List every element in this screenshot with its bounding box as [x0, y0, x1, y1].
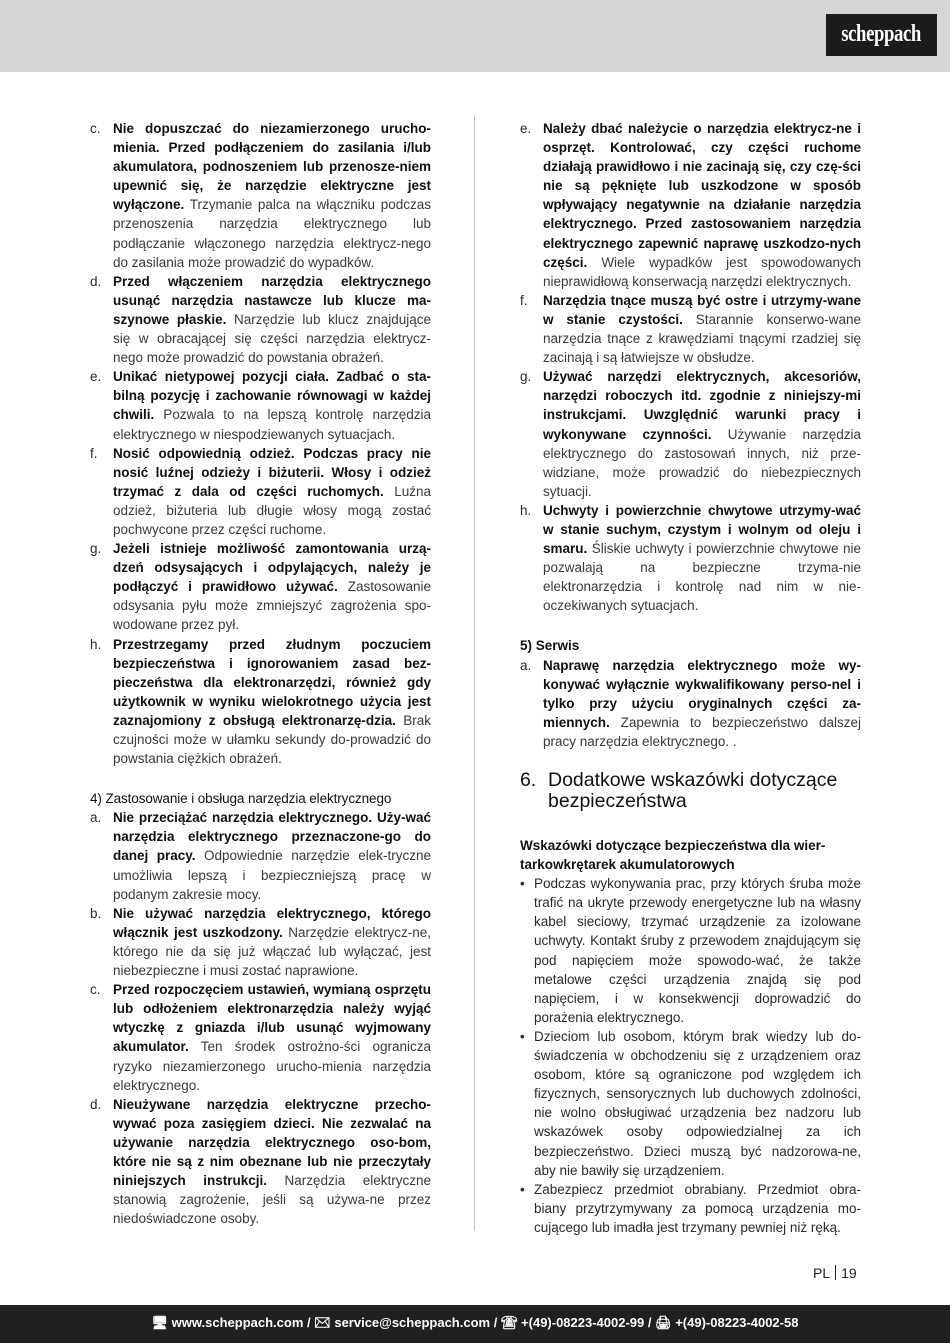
item-bold-text: Uchwyty i powierzchnie chwytowe utrzymy-wać w stanie suchym, czystym i wolnym od oleju i smaru.	[543, 502, 861, 557]
list-item	[90, 539, 431, 634]
list-item	[520, 291, 861, 367]
bullet-text: Dzieciom lub osobom, którym brak wiedzy lub do-świadczenia w obchodzeniu się z urządzeniem oraz osobom, które są ograniczone pod względem ich fizycznych, sensorycznych lub duchowych zdolności, nie wolno obsługiwać urządzenia bez nadzoru lub wskazówek osoby odpowiedzialnej za ich bezpieczeństwo. Dzieci muszą być nadzorowa-ne, aby nie bawiły się urządzeniem.	[534, 1028, 861, 1178]
bullet-text: Podczas wykonywania prac, przy których śruba może trafić na ukryte przewody energetyczne lub na własny kabel sieciowy, trzymać urządzenie za izolowane uchwyty. Kontakt śruby z przewodem znajdującym się pod napięciem może spowodo-wać, że także metalowe części urządzenia znajdą się pod napięciem, i w konsekwencji doprowadzić do porażenia elektrycznego.	[534, 876, 861, 1025]
item-bold-text: Naprawę narzędzia elektrycznego może wy-konywać wyłącznie wykwalifikowany perso-nel i tylko przy użyciu oryginalnych części za-miennych.	[543, 657, 861, 730]
section-4-title: 4) Zastosowanie i obsługa narzędzia elektrycznego	[90, 791, 392, 807]
item-text: Luźna odzież, biżuteria lub długie włosy mogą zostać pochwycone przez części ruchome.	[113, 483, 431, 537]
item-text: Wiele wypadków jest spowodowanych nieprawidłową konserwacją narzędzi elektrycznych.	[543, 254, 861, 289]
item-bold-text: Przed włączeniem narzędzia elektrycznego usunąć narzędzia nastawcze lub klucze ma-szynowe płaskie.	[113, 273, 431, 327]
item-text: Starannie konserwo-wane narzędzia tnące z krawędziami tnącymi rzadziej się zacinają i są łatwiejsze w obsłudze.	[543, 311, 861, 366]
item-letter: h.	[520, 502, 532, 518]
page-number-divider	[835, 1265, 836, 1280]
item-text: Odpowiednie narzędzie elek-tryczne umożliwia lepszą i bezpieczniejszą pracę w podanym zakresie mocy.	[113, 848, 431, 902]
header-bar	[0, 0, 950, 72]
list-item	[90, 444, 431, 539]
list-item	[90, 980, 431, 1095]
item-text: Narzędzie elektrycz-ne, którego nie da się już włączać lub wyłączać, jest niebezpieczne i musi zostać naprawione.	[113, 924, 431, 979]
section-6-heading	[520, 770, 861, 812]
item-letter: b.	[90, 905, 102, 921]
item-bold-text: Przestrzegamy przed złudnym poczuciem bezpieczeństwa i ignorowaniem zasad bez-pieczeństwa dla elektronarzędzi, również gdy użytkownik w wyniku wielokrotnego użycia jest zaznajomiony z obsługą elektronarzę-dzia.	[113, 636, 431, 728]
item-bold-text: Jeżeli istnieje możliwość zamontowania urzą-dzeń odsysających i odpylających, należy je podłączyć i prawidłowo używać.	[113, 541, 431, 595]
item-letter: e.	[90, 369, 102, 385]
item-text: Śliskie uchwyty i powierzchnie chwytowe nie pozwalają na bezpieczne trzyma-nie elektronarzędzia i kontrolę nad nim w nie-oczekiwanych sytuacjach.	[543, 541, 861, 614]
page-number	[813, 1265, 857, 1281]
item-bold-text: Nie przeciążać narzędzia elektrycznego. Uży-wać narzędzia elektrycznego przeznaczone-go do danej pracy.	[113, 810, 431, 864]
bullet-dot: •	[520, 876, 525, 892]
bullet-text: Zabezpiecz przedmiot obrabiany. Przedmiot obra-biany przytrzymywany za pomocą urządzenia mo-cującego lub imadła jest trzymany pewniej niż ręką.	[534, 1181, 861, 1235]
item-text: Zastosowanie odsysania pyłu może zmniejszyć zagrożenia spo-wodowane przez pył.	[113, 579, 432, 633]
item-bold-text: Przed rozpoczęciem ustawień, wymianą osprzętu lub odłożeniem elektronarzędzia należy wyjąć wtyczkę z gniazda i/lub usunąć wyjmowany akumulator.	[113, 982, 431, 1055]
bullet-item	[520, 1027, 861, 1180]
item-letter: c.	[90, 121, 101, 136]
item-letter: g.	[520, 369, 532, 385]
list-item	[90, 1095, 431, 1229]
item-letter: c.	[90, 982, 101, 998]
list-item	[520, 367, 861, 501]
item-letter: a.	[90, 810, 102, 826]
page-number-value: 19	[841, 1265, 857, 1281]
item-text: Narzędzie lub klucz znajdujące się w obracającej się części narzędzia elektrycz-nego może prowadzić do powstania obrażeń.	[113, 311, 431, 366]
section-6-number: 6.	[520, 769, 537, 791]
subheading: Wskazówki dotyczące bezpieczeństwa dla wier-tarkowkrętarek akumulatorowych	[520, 838, 826, 873]
list-item	[520, 656, 861, 751]
item-bold-text: Nieużywane narzędzia elektryczne przecho-wywać poza zasięgiem dzieci. Nie zezwalać na używanie narzędzia elektrycznego oso-bom, które nie są z nim obeznane lub nie przeczytały niniejszych instrukcji.	[113, 1096, 431, 1189]
section-6-title: Dodatkowe wskazówki dotyczące bezpieczeństwa	[548, 769, 838, 812]
item-bold-text: Nie dopuszczać do niezamierzonego urucho-mienia. Przed podłączeniem do zasilania i/lub akumulatora, podnoszeniem lub przenosze-niem upewnić się, że narzędzie elektryczne jest wyłączone.	[113, 121, 431, 213]
left-column	[90, 119, 431, 1228]
item-letter: d.	[90, 1096, 102, 1112]
contact-footer: 🖥 www.scheppach.com / ✉ service@scheppach.com / ☎ +(49)-08223-4002-99 / 🖨 +(49)-08223-4002-58	[0, 1305, 950, 1343]
item-letter: f.	[520, 292, 528, 308]
item-text: Narzędzia elektryczne stanowią zagrożenie, jeśli są używa-ne przez niedoświadczone osoby.	[113, 1173, 431, 1227]
item-text: Ten środek ostrożno-ści ogranicza ryzyko niezamierzonego urucho-mienia narzędzia elektrycznego.	[113, 1039, 431, 1093]
bullet-item	[520, 1180, 861, 1237]
item-letter: g.	[90, 541, 102, 557]
list-item	[520, 119, 861, 291]
list-item	[90, 808, 431, 903]
item-text: Trzymanie palca na włączniku podczas przenoszenia narzędzia elektrycznego lub podłączanie włączonego narzędzia elektrycz-nego do zasilania może prowadzić do wypadków.	[113, 197, 431, 270]
item-letter: d.	[90, 273, 102, 289]
item-text: Brak czujności może w ułamku sekundy do-prowadzić do powstania ciężkich obrażeń.	[113, 712, 431, 767]
list-item	[90, 635, 431, 769]
list-item	[90, 367, 431, 443]
scheppach-logo: scheppach	[826, 14, 937, 56]
bullet-dot: •	[520, 1028, 525, 1044]
item-bold-text: Unikać nietypowej pozycji ciała. Zadbać o sta-bilną pozycję i zachowanie równowagi w każdej chwili.	[113, 369, 431, 423]
list-item	[90, 119, 431, 272]
bullet-item	[520, 874, 861, 1027]
column-divider	[474, 115, 475, 1231]
item-bold-text: Narzędzia tnące muszą być ostre i utrzymy-wane w stanie czystości.	[543, 292, 861, 327]
item-bold-text: Nosić odpowiednią odzież. Podczas pracy nie nosić luźnej odzieży i biżuterii. Włosy i odzież trzymać z dala od części ruchomych.	[113, 445, 431, 499]
item-text: Używanie narzędzia elektrycznego do zastosowań innych, niż prze-widziane, może prowadzić do niebezpiecznych sytuacji.	[543, 426, 861, 499]
item-text: Zapewnia to bezpieczeństwo dalszej pracy narzędzia elektrycznego. .	[543, 714, 861, 749]
item-text: Pozwala to na lepszą kontrolę narzędzia elektrycznego w niespodziewanych sytuacjach.	[113, 407, 431, 442]
item-bold-text: Należy dbać należycie o narzędzia elektrycz-ne i osprzęt. Kontrolować, czy części ruchome działają prawidłowo i nie zacinają się, czy czę-ści nie są pęknięte lub uszkodzone w sposób wpływający negatywnie na działanie narzędzia elektrycznego. Przed zastosowaniem narzędzia elektrycznego zapewnić naprawę uszkodzo-nych części.	[543, 121, 861, 270]
right-column	[520, 119, 861, 1237]
list-item	[90, 272, 431, 367]
page-lang: PL	[813, 1265, 831, 1281]
item-letter: e.	[520, 121, 532, 136]
item-letter: h.	[90, 636, 102, 652]
list-item	[520, 501, 861, 616]
bullet-dot: •	[520, 1181, 525, 1197]
item-bold-text: Używać narzędzi elektrycznych, akcesoriów, narzędzi roboczych itd. zgodnie z niniejszy-mi instrukcjami. Uwzględnić warunki pracy i wykonywane czynności.	[543, 369, 861, 442]
list-item	[90, 904, 431, 980]
item-letter: a.	[520, 657, 532, 673]
item-bold-text: Nie używać narzędzia elektrycznego, którego włącznik jest uszkodzony.	[113, 905, 431, 940]
section-5-title: 5) Serwis	[520, 638, 580, 654]
item-letter: f.	[90, 445, 98, 461]
